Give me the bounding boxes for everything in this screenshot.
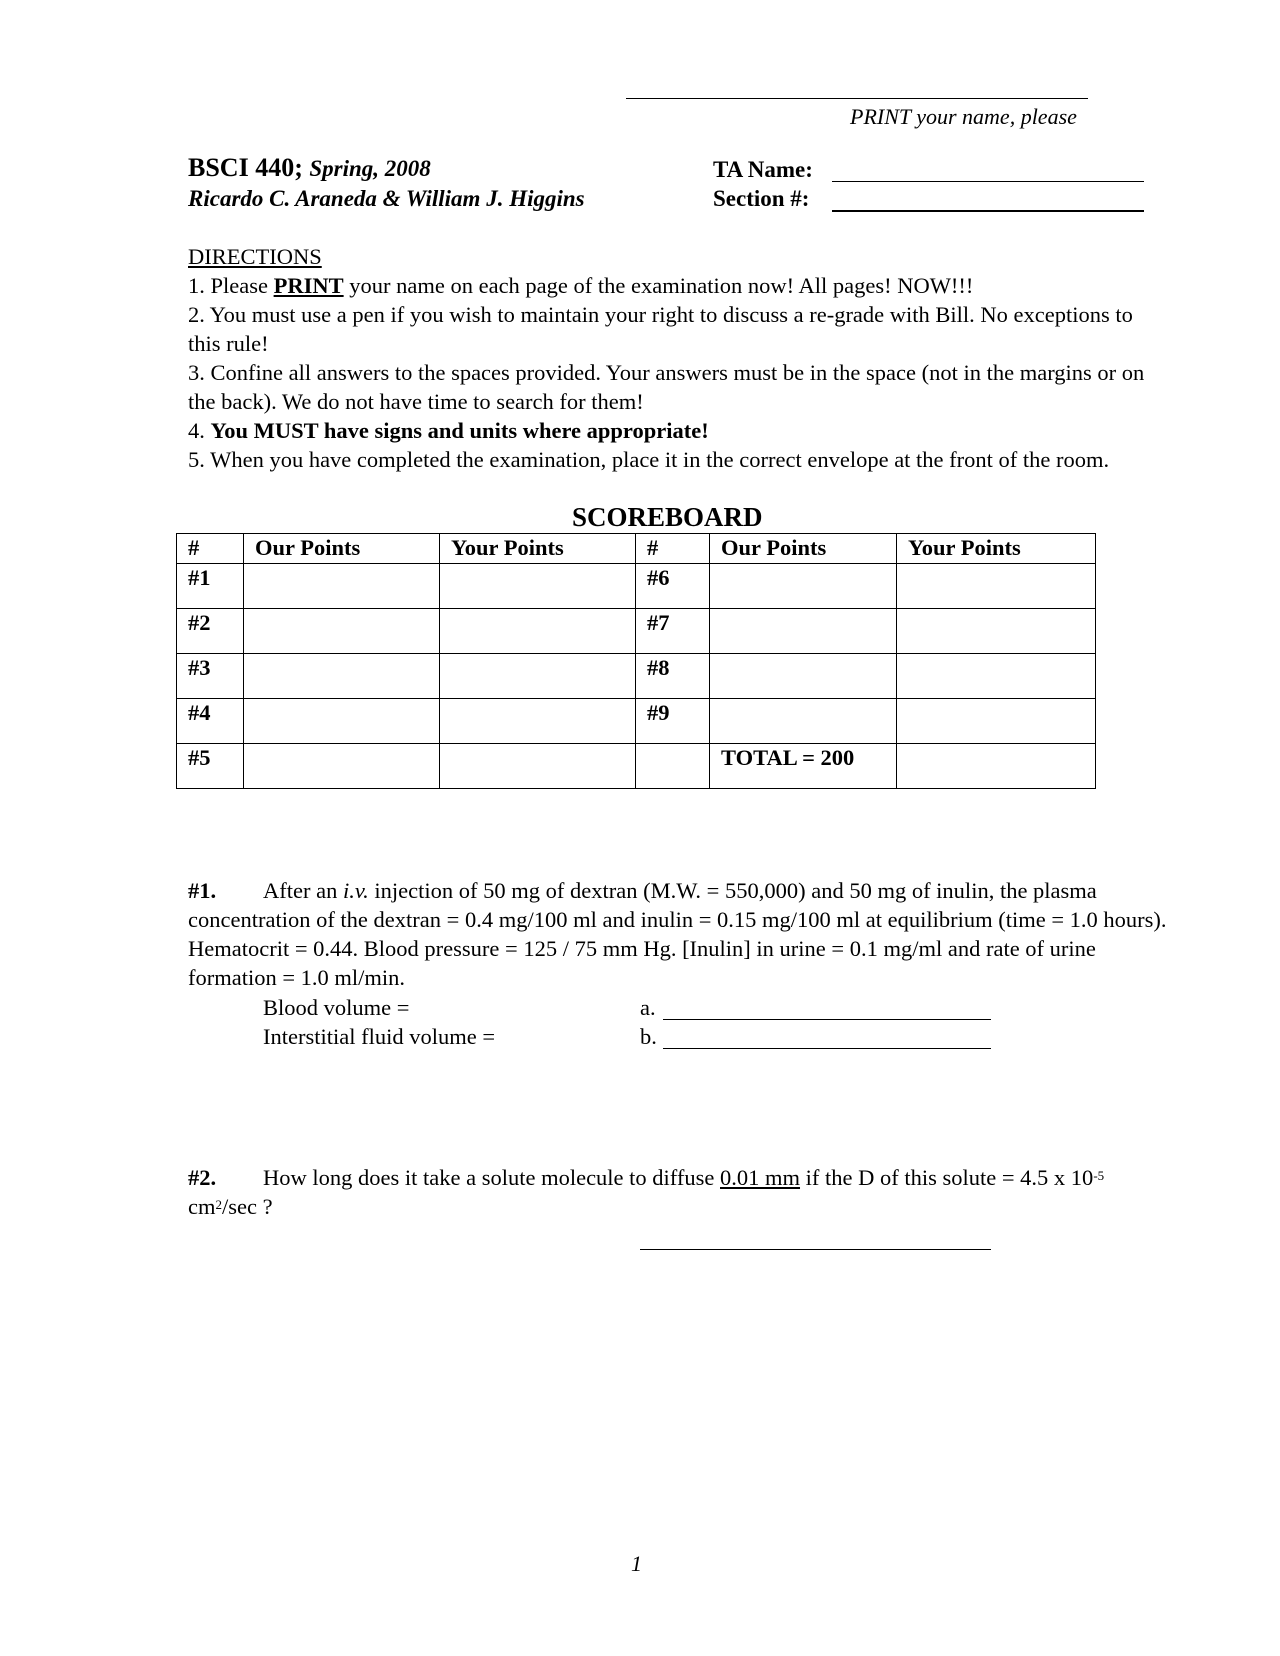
course-code: BSCI 440;: [188, 153, 303, 182]
page-number: 1: [631, 1551, 642, 1576]
blood-volume-label: Blood volume =: [263, 995, 410, 1020]
your-points-cell[interactable]: [897, 564, 1096, 609]
our-points-cell: [710, 699, 897, 744]
our-points-cell: [710, 609, 897, 654]
print-name-label: PRINT your name, please: [850, 104, 1077, 129]
directions: [188, 242, 1168, 474]
answer-a-blank[interactable]: [663, 999, 991, 1020]
question-2-text: #2. How long does it take a solute molecule to diffuse 0.01 mm if the D of this solute = 4.5 x $10^{-5}$ $cm^2/\sec$ ?: [188, 1165, 1105, 1219]
interstitial-volume-label: Interstitial fluid volume =: [263, 1024, 496, 1049]
your-points-cell[interactable]: [897, 744, 1096, 789]
question-1-text: #1. After an i.v. injection of 50 mg of dextran (M.W. = 550,000) and 50 mg of inulin, the plasma concentration of the dextran = 0.4 mg/100 ml and inulin = 0.15 mg/100 ml at equilibrium (time = 1.0 hours). Hematocrit = 0.44. Blood pressure = 125 / 75 mm Hg. [Inulin] in urine = 0.1 mg/ml and rate of urine formation = 1.0 ml/min.: [188, 878, 1167, 990]
course-title: [188, 153, 431, 183]
our-points-cell: [244, 609, 440, 654]
header-cell: Our Points: [244, 534, 440, 564]
table-header-row: [177, 534, 1096, 564]
question-number-cell: #3: [177, 654, 244, 699]
table-row: [177, 609, 1096, 654]
direction-item-5: 5. When you have completed the examination, place it in the correct envelope at the front of the room.: [188, 447, 1110, 472]
our-points-cell: [244, 654, 440, 699]
our-points-cell: [244, 564, 440, 609]
header-cell: #: [636, 534, 710, 564]
question-number-cell: #9: [636, 699, 710, 744]
our-points-cell: [710, 654, 897, 699]
ta-name-blank[interactable]: [832, 161, 1144, 182]
your-points-cell[interactable]: [440, 654, 636, 699]
question-1: [188, 876, 1168, 992]
direction-item-3: 3. Confine all answers to the spaces provided. Your answers must be in the space (not in the margins or on the back). We do not have time to search for them!: [188, 360, 1145, 414]
your-points-cell[interactable]: [440, 609, 636, 654]
direction-item-1: 1. Please PRINT your name on each page of the examination now! All pages! NOW!!!: [188, 273, 974, 298]
header-cell: #: [177, 534, 244, 564]
table-row: [177, 654, 1096, 699]
total-points-cell: TOTAL = 200: [710, 744, 897, 789]
question-number-cell: #8: [636, 654, 710, 699]
table-row: [177, 564, 1096, 609]
question-number: #1.: [188, 878, 217, 903]
part-a-letter: a.: [640, 995, 656, 1020]
scoreboard-title: SCOREBOARD: [572, 502, 763, 532]
your-points-cell[interactable]: [897, 699, 1096, 744]
answer-b-blank[interactable]: [663, 1028, 991, 1049]
header-cell: Your Points: [897, 534, 1096, 564]
your-points-cell[interactable]: [440, 744, 636, 789]
scoreboard-table: [176, 533, 1096, 789]
semester: Spring, 2008: [309, 156, 431, 181]
direction-item-4: 4. You MUST have signs and units where appropriate!: [188, 418, 709, 443]
your-points-cell[interactable]: [440, 699, 636, 744]
directions-heading: DIRECTIONS: [188, 244, 322, 269]
question-number: #2.: [188, 1165, 217, 1190]
question-number-cell: #5: [177, 744, 244, 789]
question-number-cell: [636, 744, 710, 789]
header-cell: Your Points: [440, 534, 636, 564]
your-points-cell[interactable]: [440, 564, 636, 609]
our-points-cell: [710, 564, 897, 609]
our-points-cell: [244, 699, 440, 744]
question-number-cell: #7: [636, 609, 710, 654]
part-b-letter: b.: [640, 1024, 657, 1049]
ta-name-label: TA Name:: [713, 157, 813, 182]
section-label: Section #:: [713, 186, 810, 211]
your-points-cell[interactable]: [897, 654, 1096, 699]
table-row: [177, 699, 1096, 744]
student-name-blank[interactable]: [626, 78, 1088, 99]
instructors: Ricardo C. Araneda & William J. Higgins: [188, 186, 585, 211]
question-number-cell: #6: [636, 564, 710, 609]
question-number-cell: #2: [177, 609, 244, 654]
question-number-cell: #1: [177, 564, 244, 609]
direction-item-2: 2. You must use a pen if you wish to maintain your right to discuss a re-grade with Bill. No exceptions to this rule!: [188, 302, 1133, 356]
question-number-cell: #4: [177, 699, 244, 744]
our-points-cell: [244, 744, 440, 789]
section-blank[interactable]: [832, 190, 1144, 212]
header-cell: Our Points: [710, 534, 897, 564]
question-2: [188, 1163, 1168, 1221]
your-points-cell[interactable]: [897, 609, 1096, 654]
table-row: [177, 744, 1096, 789]
answer-2-blank[interactable]: [640, 1229, 991, 1250]
